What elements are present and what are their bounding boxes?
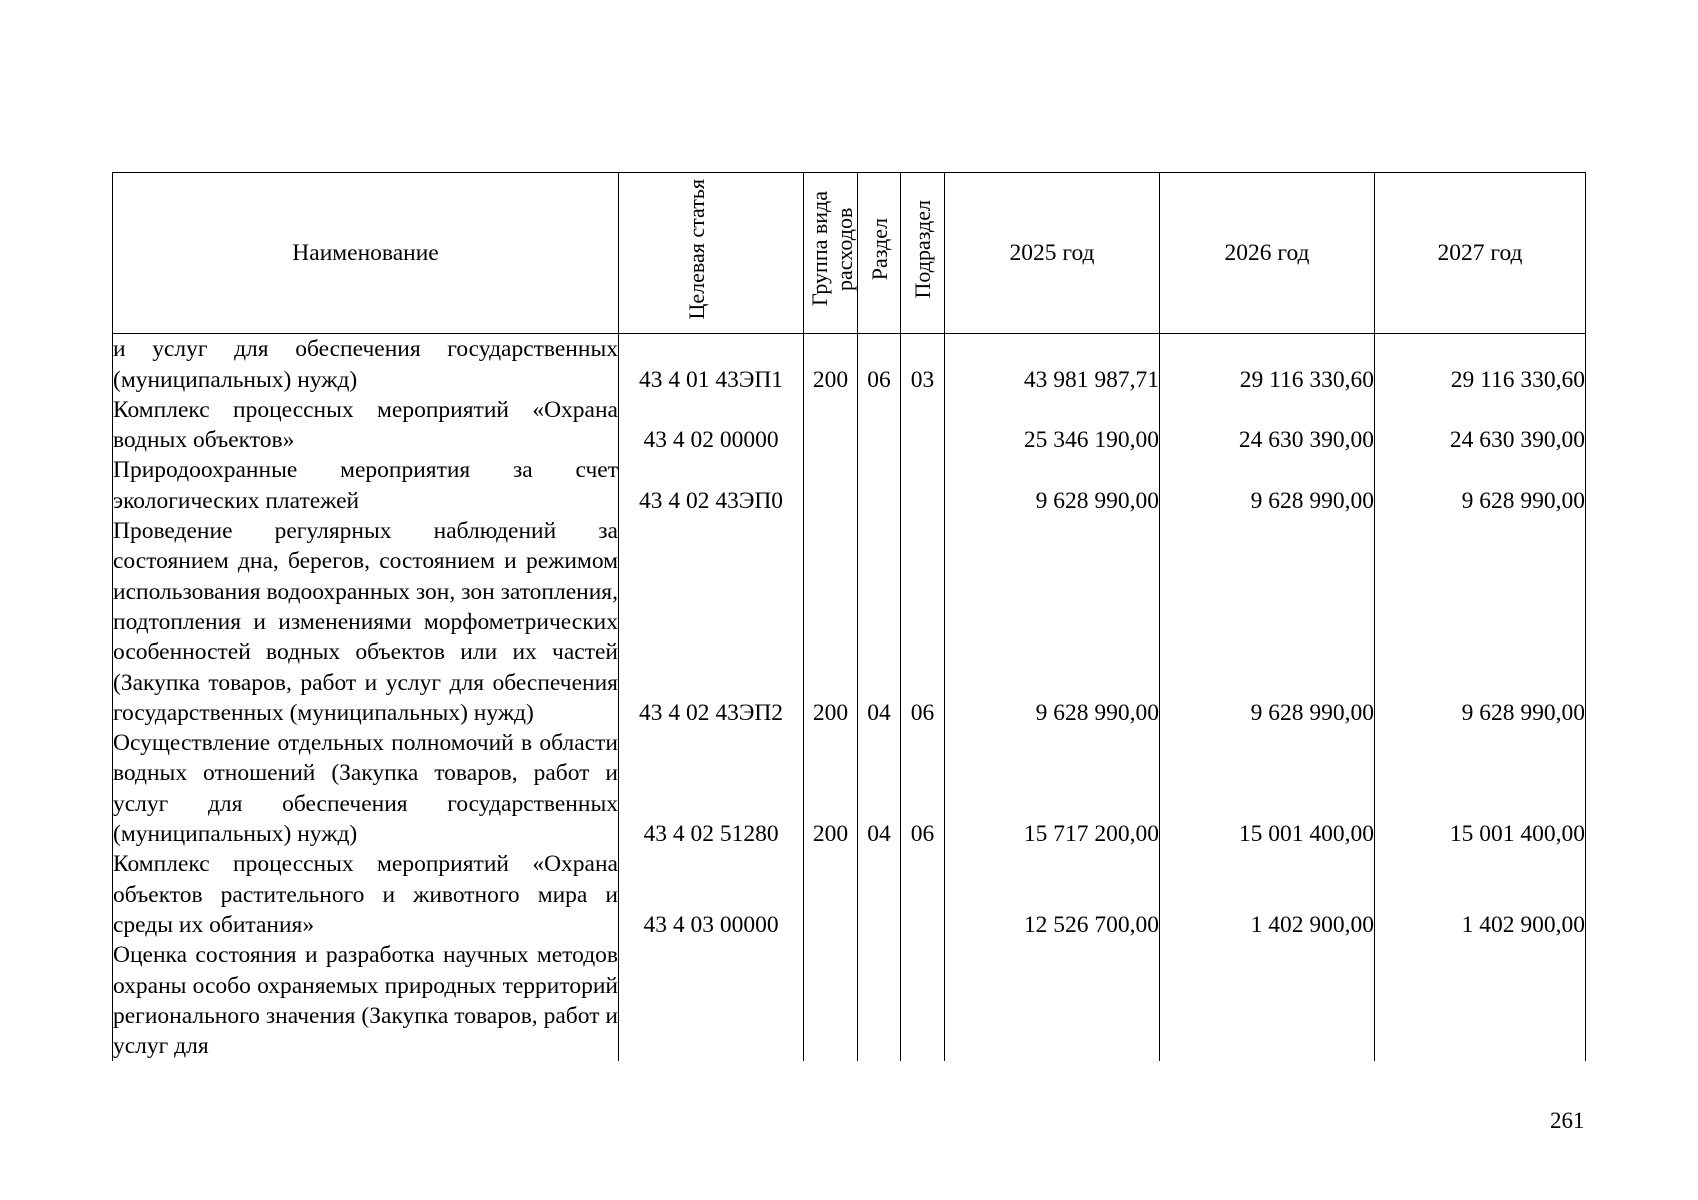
- header-subsection: Подраздел: [901, 173, 945, 334]
- table-row: [113, 455, 1586, 516]
- header-2027: 2027 год: [1375, 173, 1586, 334]
- row-name: Оценка состояния и разработка научных методов охраны особо охраняемых природных территорий регионального значения (Закупка товаров, работ и услуг для: [113, 940, 619, 1061]
- row-code: 43 4 03 00000: [619, 849, 804, 940]
- row-group: [804, 455, 858, 516]
- row-code: 43 4 02 43ЭП0: [619, 455, 804, 516]
- row-name: Природоохранные мероприятия за счет экологических платежей: [113, 455, 619, 516]
- header-target-article: Целевая статья: [619, 173, 804, 334]
- row-2026: 29 116 330,60: [1160, 334, 1375, 395]
- row-name: Проведение регулярных наблюдений за состоянием дна, берегов, состоянием и режимом использования водоохранных зон, зон затопления, подтопления и изменениями морфометрических особенностей водных объектов или их частей (Закупка товаров, работ и услуг для обеспечения государственных (муниципальных) нужд): [113, 516, 619, 728]
- header-name: Наименование: [113, 173, 619, 334]
- budget-table: [112, 172, 1586, 1061]
- row-section: [858, 455, 901, 516]
- table-header-row: [113, 173, 1586, 334]
- row-section: [858, 940, 901, 1061]
- row-section: [858, 395, 901, 456]
- row-subsection: 03: [901, 334, 945, 395]
- row-code: [619, 940, 804, 1061]
- row-2026: 9 628 990,00: [1160, 516, 1375, 728]
- table-row: [113, 334, 1586, 395]
- row-2025: 43 981 987,71: [945, 334, 1160, 395]
- row-section: 04: [858, 728, 901, 849]
- row-group: 200: [804, 516, 858, 728]
- row-2025: 9 628 990,00: [945, 516, 1160, 728]
- row-2025: 15 717 200,00: [945, 728, 1160, 849]
- row-group: 200: [804, 334, 858, 395]
- row-group: [804, 395, 858, 456]
- row-section: 04: [858, 516, 901, 728]
- row-code: 43 4 01 43ЭП1: [619, 334, 804, 395]
- header-2025: 2025 год: [945, 173, 1160, 334]
- row-2027: 24 630 390,00: [1375, 395, 1586, 456]
- row-name: Осуществление отдельных полномочий в области водных отношений (Закупка товаров, работ и услуг для обеспечения государственных (муниципальных) нужд): [113, 728, 619, 849]
- row-2026: [1160, 940, 1375, 1061]
- row-group: 200: [804, 728, 858, 849]
- row-group: [804, 940, 858, 1061]
- row-2027: 9 628 990,00: [1375, 516, 1586, 728]
- row-2025: 9 628 990,00: [945, 455, 1160, 516]
- row-subsection: 06: [901, 516, 945, 728]
- row-name: Комплекс процессных мероприятий «Охрана объектов растительного и животного мира и среды их обитания»: [113, 849, 619, 940]
- table-row: [113, 849, 1586, 940]
- table-row: [113, 728, 1586, 849]
- row-2025: 12 526 700,00: [945, 849, 1160, 940]
- header-section: Раздел: [858, 173, 901, 334]
- header-2026: 2026 год: [1160, 173, 1375, 334]
- row-2027: [1375, 940, 1586, 1061]
- row-subsection: [901, 940, 945, 1061]
- row-group: [804, 849, 858, 940]
- row-2027: 9 628 990,00: [1375, 455, 1586, 516]
- table-row: [113, 516, 1586, 728]
- table-row: [113, 940, 1586, 1061]
- row-2027: 1 402 900,00: [1375, 849, 1586, 940]
- header-expense-group: Группа вида расходов: [804, 173, 858, 334]
- row-subsection: 06: [901, 728, 945, 849]
- row-code: 43 4 02 00000: [619, 395, 804, 456]
- row-2026: 15 001 400,00: [1160, 728, 1375, 849]
- row-section: [858, 849, 901, 940]
- row-section: 06: [858, 334, 901, 395]
- row-2025: 25 346 190,00: [945, 395, 1160, 456]
- row-code: 43 4 02 51280: [619, 728, 804, 849]
- table-row: [113, 395, 1586, 456]
- row-subsection: [901, 455, 945, 516]
- row-2026: 9 628 990,00: [1160, 455, 1375, 516]
- row-name: Комплекс процессных мероприятий «Охрана водных объектов»: [113, 395, 619, 456]
- row-2026: 1 402 900,00: [1160, 849, 1375, 940]
- row-name: и услуг для обеспечения государственных (муниципальных) нужд): [113, 334, 619, 395]
- row-2025: [945, 940, 1160, 1061]
- row-2027: 29 116 330,60: [1375, 334, 1586, 395]
- row-subsection: [901, 395, 945, 456]
- row-code: 43 4 02 43ЭП2: [619, 516, 804, 728]
- row-2027: 15 001 400,00: [1375, 728, 1586, 849]
- row-2026: 24 630 390,00: [1160, 395, 1375, 456]
- row-subsection: [901, 849, 945, 940]
- page-number: 261: [1550, 1108, 1585, 1133]
